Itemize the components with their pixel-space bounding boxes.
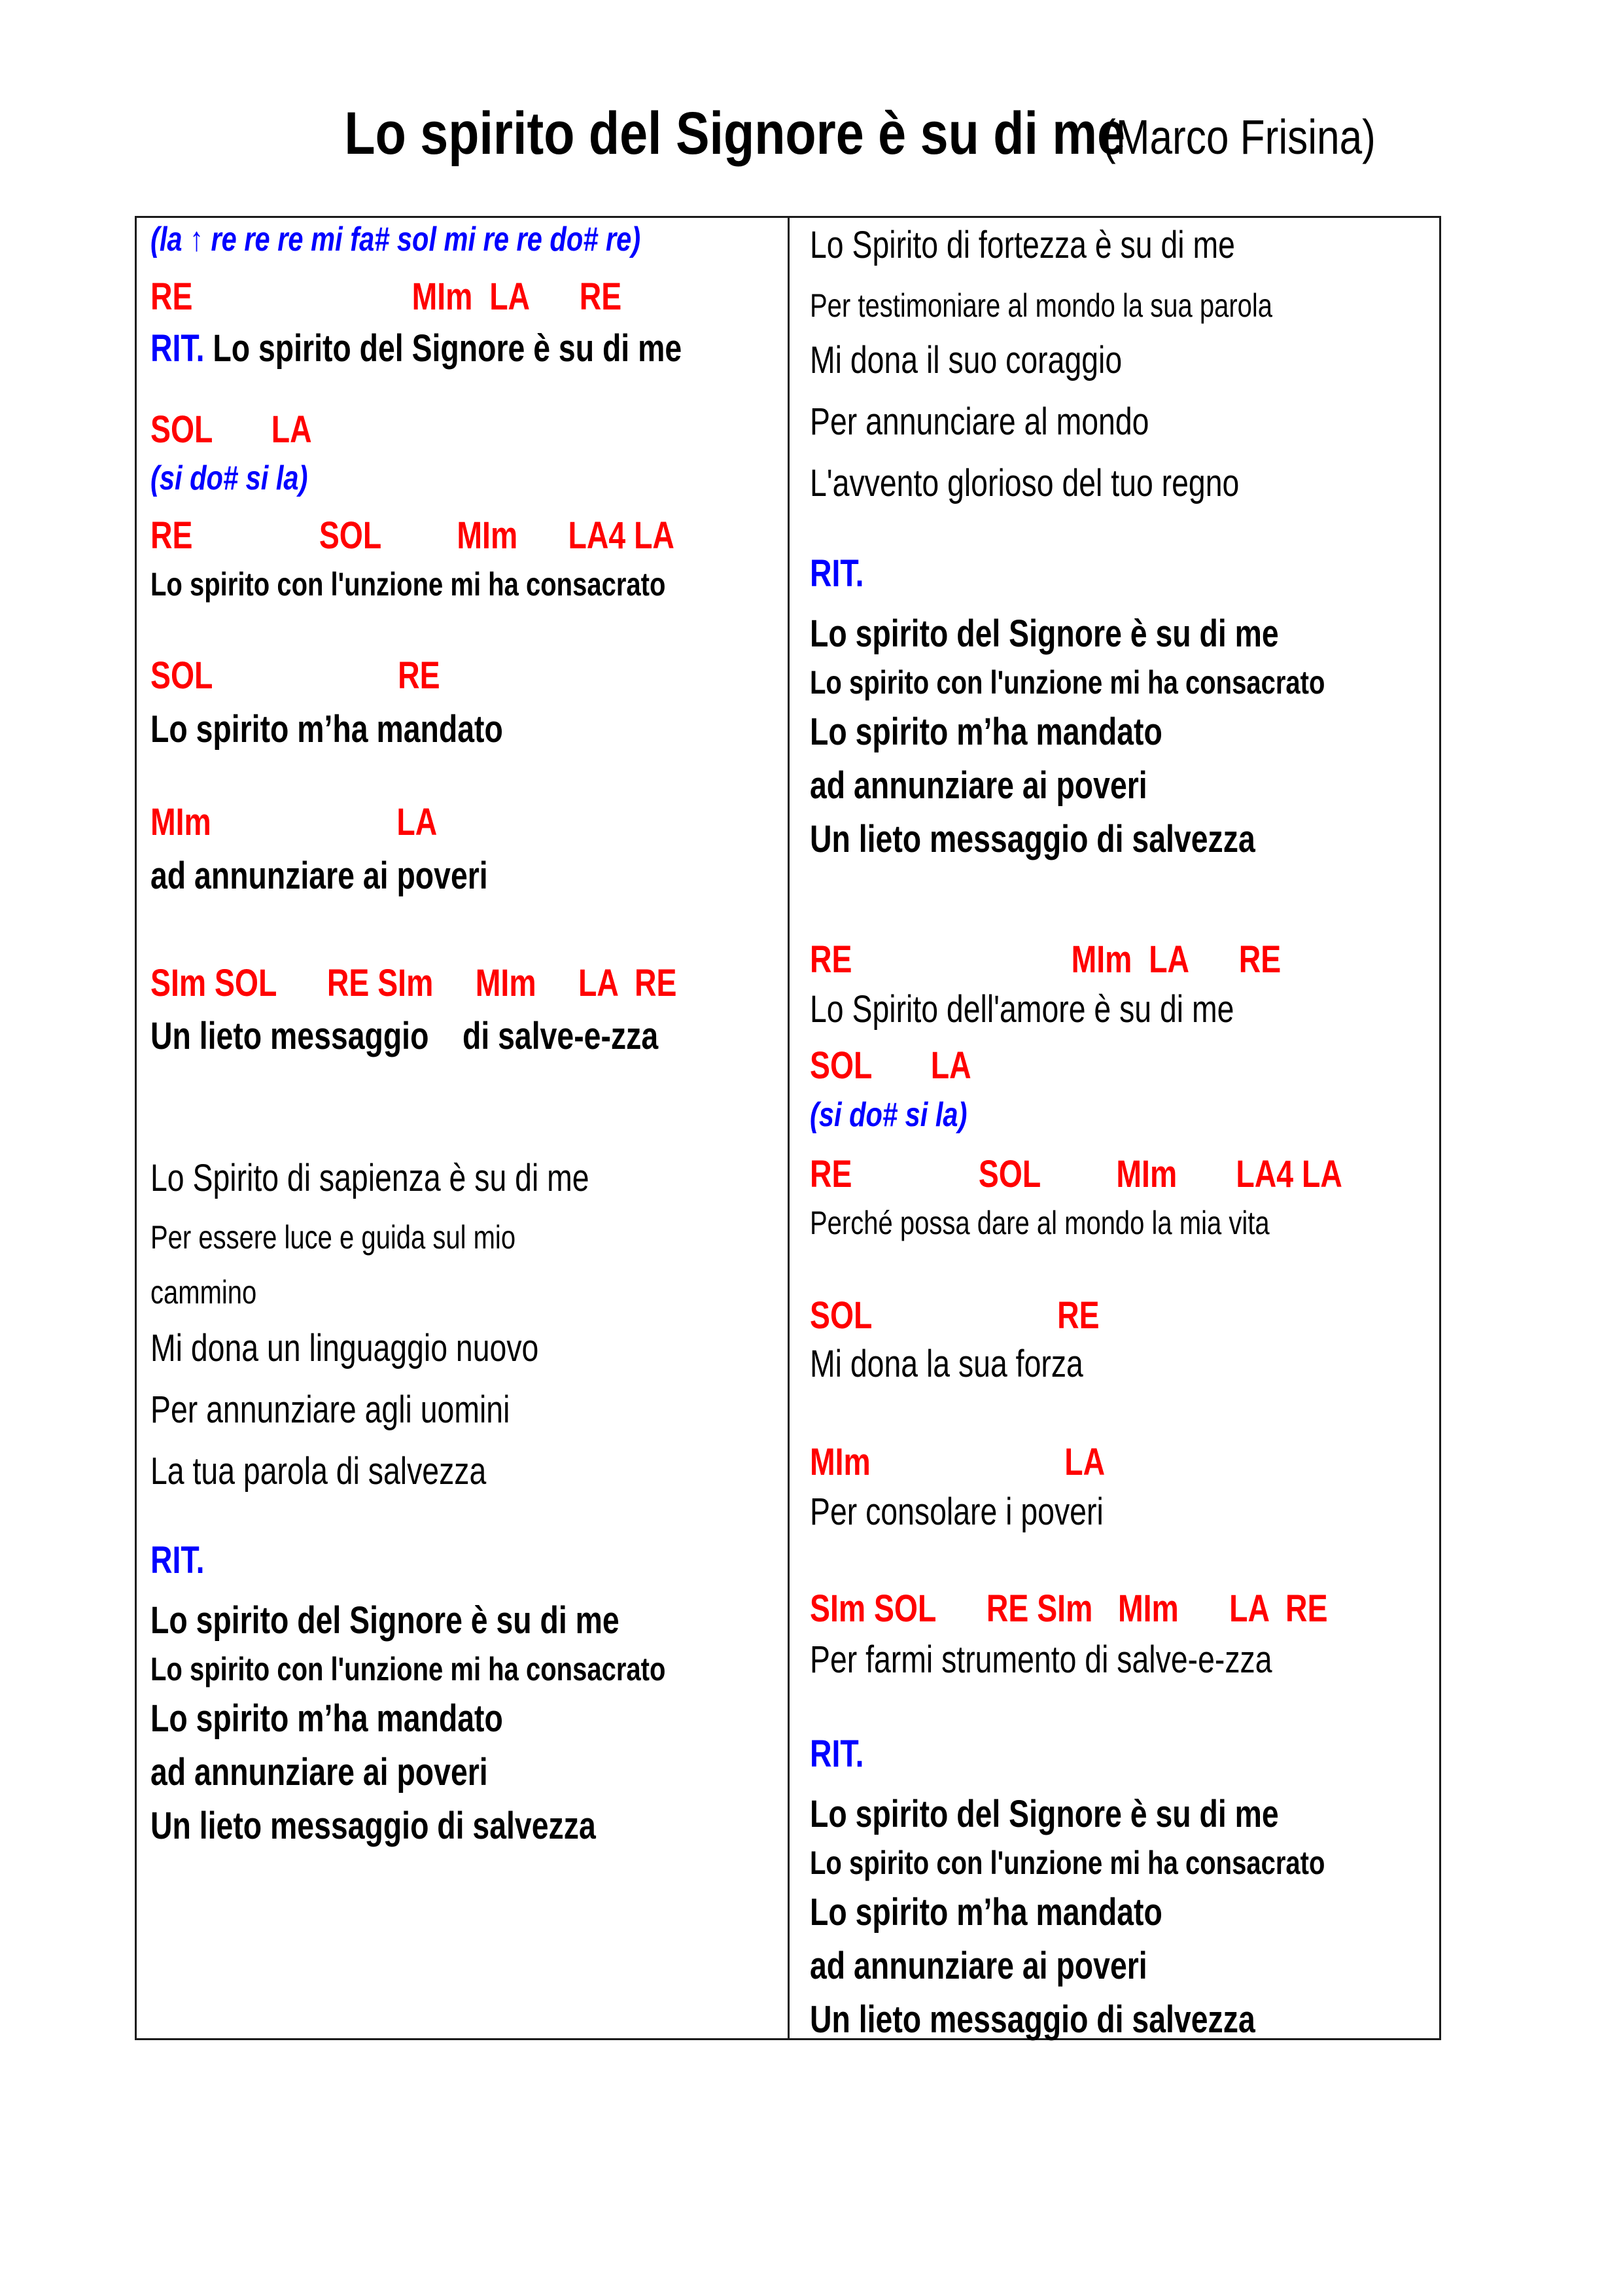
- chord-line: MIm LA: [810, 1441, 1106, 1483]
- refrain-line: Lo spirito del Signore è su di me: [810, 612, 1279, 655]
- refrain-line: Lo spirito m’ha mandato: [810, 711, 1162, 753]
- refrain-line: Lo spirito m’ha mandato: [150, 1697, 503, 1740]
- refrain-line: Lo spirito con l'unzione mi ha consacrato: [150, 1651, 666, 1687]
- melody-line: (si do# si la): [150, 459, 308, 497]
- rit-label: RIT.: [810, 1733, 864, 1775]
- verse-line: Lo Spirito di fortezza è su di me: [810, 224, 1235, 266]
- rit-label: RIT.: [150, 327, 205, 370]
- verse-line: cammino: [150, 1274, 257, 1311]
- chord-line: SIm SOL RE SIm MIm LA RE: [150, 962, 677, 1004]
- rit-label: RIT.: [150, 1539, 205, 1581]
- title-author: (Marco Frisina): [1102, 110, 1376, 164]
- refrain-line: ad annunziare ai poveri: [810, 1945, 1147, 1987]
- refrain-line: Un lieto messaggio di salvezza: [150, 1805, 596, 1847]
- chord-line: SOL RE: [150, 654, 440, 697]
- verse-line: L'avvento glorioso del tuo regno: [810, 462, 1240, 504]
- chord-line: RE MIm LA RE: [150, 275, 622, 318]
- verse-line: Mi dona il suo coraggio: [810, 339, 1123, 381]
- lyric-line: Mi dona la sua forza: [810, 1343, 1083, 1385]
- chord-line: SOL LA: [150, 408, 312, 451]
- chord-line: RE SOL MIm LA4 LA: [810, 1153, 1342, 1195]
- verse-line: Per testimoniare al mondo la sua parola: [810, 287, 1273, 324]
- lyric-line: [150, 327, 682, 370]
- refrain-line: ad annunziare ai poveri: [810, 764, 1147, 807]
- verse-line: Lo Spirito di sapienza è su di me: [150, 1157, 589, 1199]
- lyric-line: Lo Spirito dell'amore è su di me: [810, 988, 1234, 1031]
- verse-line: Mi dona un linguaggio nuovo: [150, 1327, 539, 1369]
- chord-line: RE SOL MIm LA4 LA: [150, 514, 674, 557]
- refrain-line: Lo spirito con l'unzione mi ha consacrato: [810, 664, 1325, 701]
- refrain-line: Lo spirito m’ha mandato: [810, 1891, 1162, 1934]
- melody-line: (si do# si la): [810, 1096, 968, 1134]
- chord-line: SIm SOL RE SIm MIm LA RE: [810, 1587, 1328, 1630]
- chord-line: SOL LA: [810, 1044, 971, 1087]
- lyric-line: Lo spirito con l'unzione mi ha consacrato: [150, 566, 666, 603]
- title-main: Lo spirito del Signore è su di me: [344, 100, 1126, 167]
- column-divider: [788, 216, 790, 2040]
- refrain-line: ad annunziare ai poveri: [150, 1751, 488, 1793]
- refrain-line: Lo spirito del Signore è su di me: [150, 1599, 620, 1642]
- chord-line: SOL RE: [810, 1294, 1100, 1337]
- lyric-line: Per farmi strumento di salve-e-zza: [810, 1638, 1272, 1681]
- lyric-line: Perché possa dare al mondo la mia vita: [810, 1205, 1270, 1241]
- refrain-line: Lo spirito del Signore è su di me: [810, 1793, 1279, 1835]
- refrain-line: Un lieto messaggio di salvezza: [810, 818, 1255, 860]
- verse-line: Per essere luce e guida sul mio: [150, 1219, 516, 1256]
- verse-line: La tua parola di salvezza: [150, 1450, 487, 1492]
- lyric-text: Lo spirito del Signore è su di me: [213, 327, 682, 370]
- chord-line: RE MIm LA RE: [810, 938, 1282, 981]
- song-title: [0, 100, 1623, 167]
- rit-label: RIT.: [810, 552, 864, 595]
- lyric-line: ad annunziare ai poveri: [150, 855, 488, 897]
- verse-line: Per annunciare al mondo: [810, 400, 1149, 443]
- lyric-line: Un lieto messaggio di salve-e-zza: [150, 1015, 659, 1057]
- lyric-line: Lo spirito m’ha mandato: [150, 708, 503, 751]
- refrain-line: Lo spirito con l'unzione mi ha consacrato: [810, 1845, 1325, 1881]
- refrain-line: Un lieto messaggio di salvezza: [810, 1998, 1255, 2041]
- verse-line: Per annunziare agli uomini: [150, 1388, 510, 1431]
- chord-line: MIm LA: [150, 801, 438, 843]
- lyric-line: Per consolare i poveri: [810, 1491, 1104, 1533]
- intro-melody: (la ↑ re re re mi fa# sol mi re re do# re): [150, 221, 641, 258]
